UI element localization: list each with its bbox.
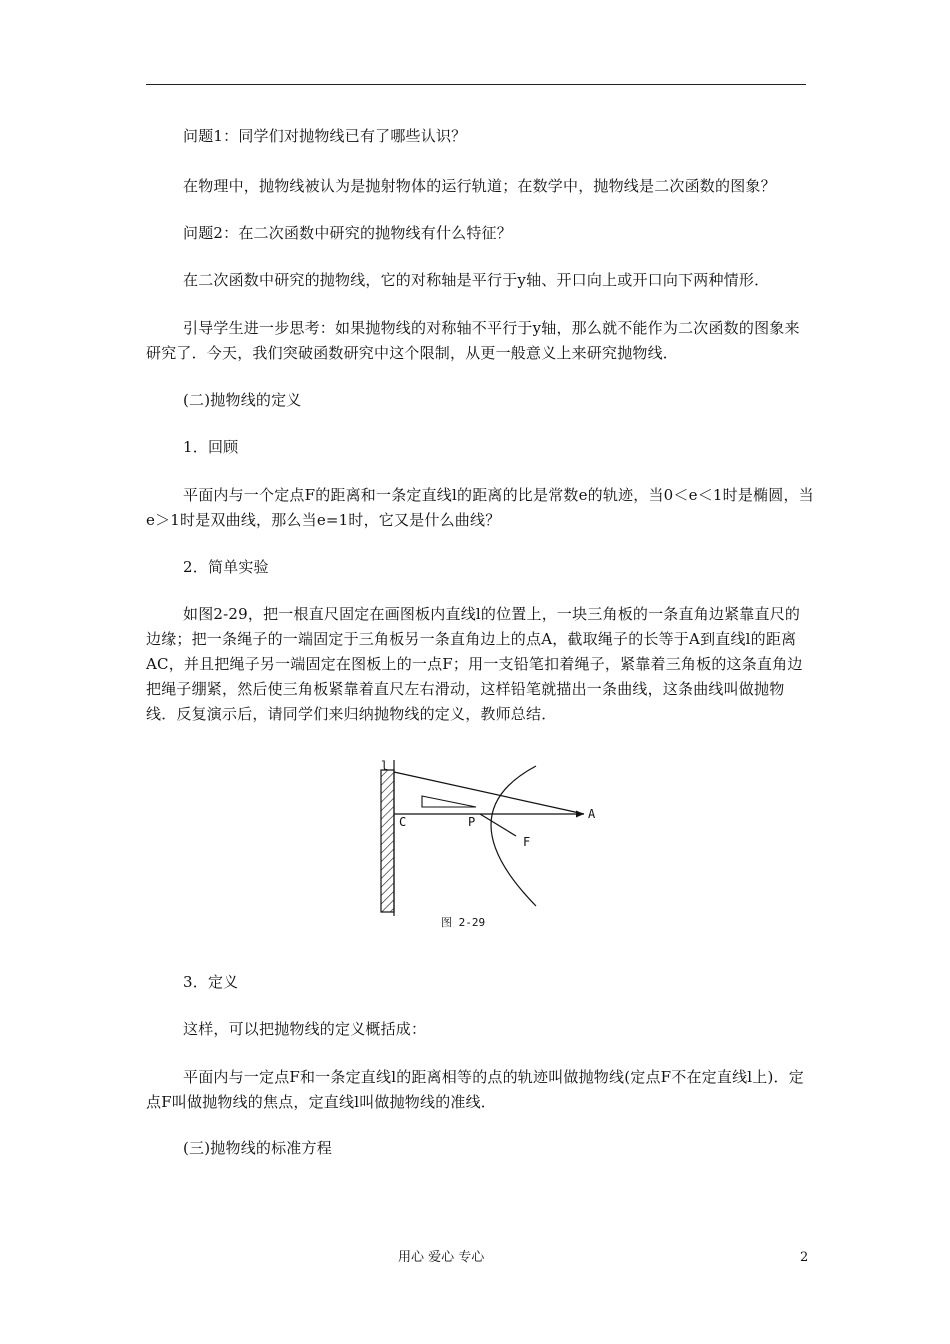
question-1: 问题1：同学们对抛物线已有了哪些认识？ (183, 127, 467, 145)
summary-paragraph: 这样，可以把抛物线的定义概括成： (183, 1020, 427, 1038)
label-l: l (381, 759, 389, 773)
question-2: 问题2：在二次函数中研究的抛物线有什么特征？ (183, 224, 512, 242)
figure-caption: 图 2-29 (441, 916, 486, 929)
answer-1: 在物理中，抛物线被认为是抛射物体的运行轨道；在数学中，抛物线是二次函数的图象？ (183, 177, 776, 195)
label-a: A (588, 807, 596, 821)
label-f: F (523, 835, 531, 849)
review-paragraph: 平面内与一个定点F的距离和一条定直线l的距离的比是常数e的轨迹，当0＜e＜1时是椭圆，当e＞1时是双曲线，那么当e=1时，它又是什么曲线？ (146, 486, 814, 529)
figure-2-29 (376, 756, 606, 934)
answer-2: 在二次函数中研究的抛物线，它的对称轴是平行于y轴、开口向上或开口向下两种情形． (183, 271, 770, 289)
parabola-experiment-diagram (376, 756, 606, 934)
arrow-a-icon (576, 811, 584, 818)
subsection-definition-heading: 3．定义 (183, 973, 239, 991)
subsection-experiment-heading: 2．简单实验 (183, 558, 269, 576)
page-number: 2 (800, 1250, 809, 1265)
footer-text: 用心 爱心 专心 (398, 1250, 485, 1265)
label-p: P (468, 815, 476, 829)
definition-paragraph: 平面内与一定点F和一条定直线l的距离相等的点的轨迹叫做抛物线(定点F不在定直线l上)．定点F叫做抛物线的焦点，定直线l叫做抛物线的准线． (146, 1068, 804, 1111)
experiment-paragraph: 如图2-29，把一根直尺固定在画图板内直线l的位置上，一块三角板的一条直角边紧靠直尺的边缘；把一条绳子的一端固定于三角板另一条直角边上的点A，截取绳子的长等于A到直线l的距离AC，并且把绳子另一端固定在图板上的一点F；用一支铅笔扣着绳子，紧靠着三角板的这条直角边把绳子绷紧，然后使三角板紧靠着直尺左右滑动，这样铅笔就描出一条曲线，这条曲线叫做抛物线．反复演示后，请同学们来归纳抛物线的定义，教师总结． (146, 605, 803, 723)
section-definition-heading: (二)抛物线的定义 (183, 391, 302, 409)
string-pf (480, 814, 516, 836)
label-c: C (399, 815, 407, 829)
ruler-shape (381, 770, 394, 912)
subsection-review-heading: 1．回顾 (183, 438, 239, 456)
guide-paragraph: 引导学生进一步思考：如果抛物线的对称轴不平行于y轴，那么就不能作为二次函数的图象来研究了．今天，我们突破函数研究中这个限制，从更一般意义上来研究抛物线． (146, 319, 800, 362)
triangle-inner-outline (422, 796, 476, 807)
section-standard-equation-heading: (三)抛物线的标准方程 (183, 1139, 332, 1157)
triangle-hypotenuse (394, 772, 584, 814)
header-rule (146, 84, 806, 85)
